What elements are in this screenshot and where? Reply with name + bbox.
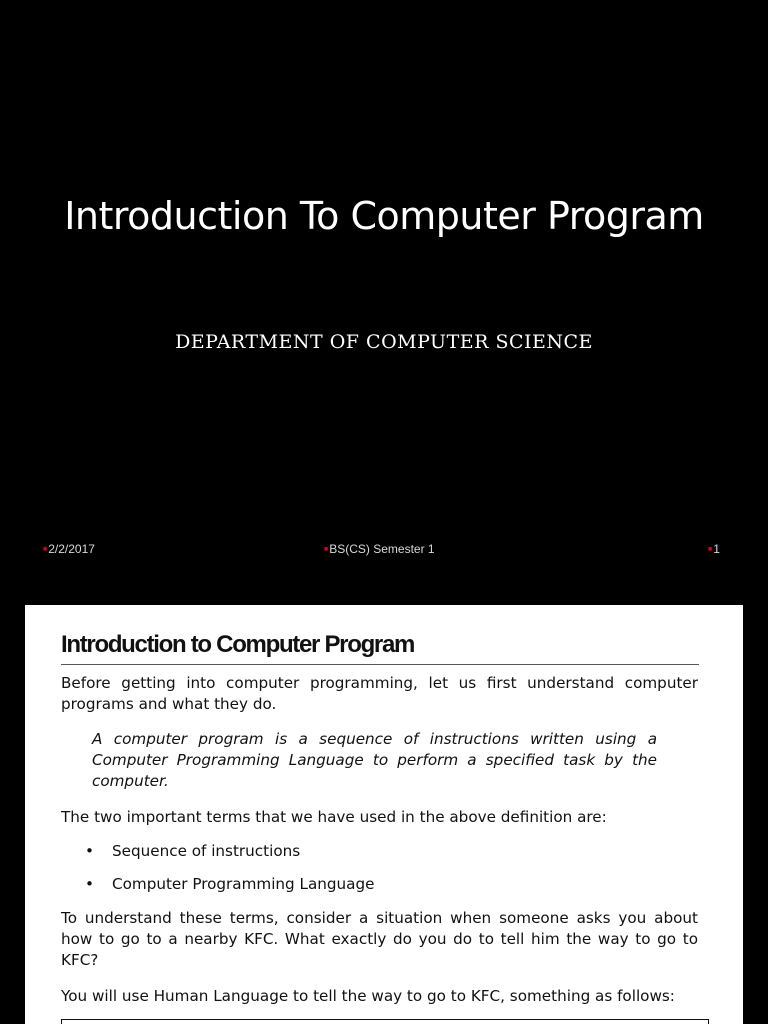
bullet-icon: •: [85, 842, 94, 860]
document-page: [25, 605, 743, 1024]
list-item: [61, 874, 374, 895]
list-item: [61, 841, 374, 862]
terms-intro-paragraph: The two important terms that we have used in the above definition are:: [61, 808, 607, 826]
slide-footer-date: [43, 542, 95, 556]
footer-page-text: 1: [713, 542, 720, 556]
footer-course-text: BS(CS) Semester 1: [329, 542, 435, 556]
footer-bullet-icon: ■: [43, 546, 48, 553]
slide-footer-course: [324, 542, 435, 556]
understand-paragraph: To understand these terms, consider a situation when someone asks you about how to go to a nearby KFC. What exactly do you do to tell him the way to go to KFC?: [61, 909, 698, 969]
intro-paragraph: Before getting into computer programming, let us first understand computer programs and what they do.: [61, 674, 698, 713]
human-language-paragraph: You will use Human Language to tell the way to go to KFC, something as follows:: [61, 987, 675, 1005]
footer-date-text: 2/2/2017: [48, 542, 95, 556]
heading-divider: [61, 664, 699, 665]
list-item-text: Sequence of instructions: [112, 842, 301, 860]
list-item-text: Computer Programming Language: [112, 875, 375, 893]
example-box: [61, 1019, 709, 1024]
definition-quote: A computer program is a sequence of instructions written using a Computer Programming Language to perform a specified task by the computer.: [92, 730, 657, 790]
slide-title: Introduction To Computer Program: [64, 194, 704, 238]
bullet-icon: •: [85, 875, 94, 893]
slide-subtitle: DEPARTMENT OF COMPUTER SCIENCE: [175, 331, 593, 353]
terms-list: [61, 841, 374, 907]
document-heading: Introduction to Computer Program: [61, 631, 415, 658]
footer-bullet-icon: ■: [324, 546, 329, 553]
slide-footer-page-number: [708, 542, 720, 556]
footer-bullet-icon: ■: [708, 546, 713, 553]
